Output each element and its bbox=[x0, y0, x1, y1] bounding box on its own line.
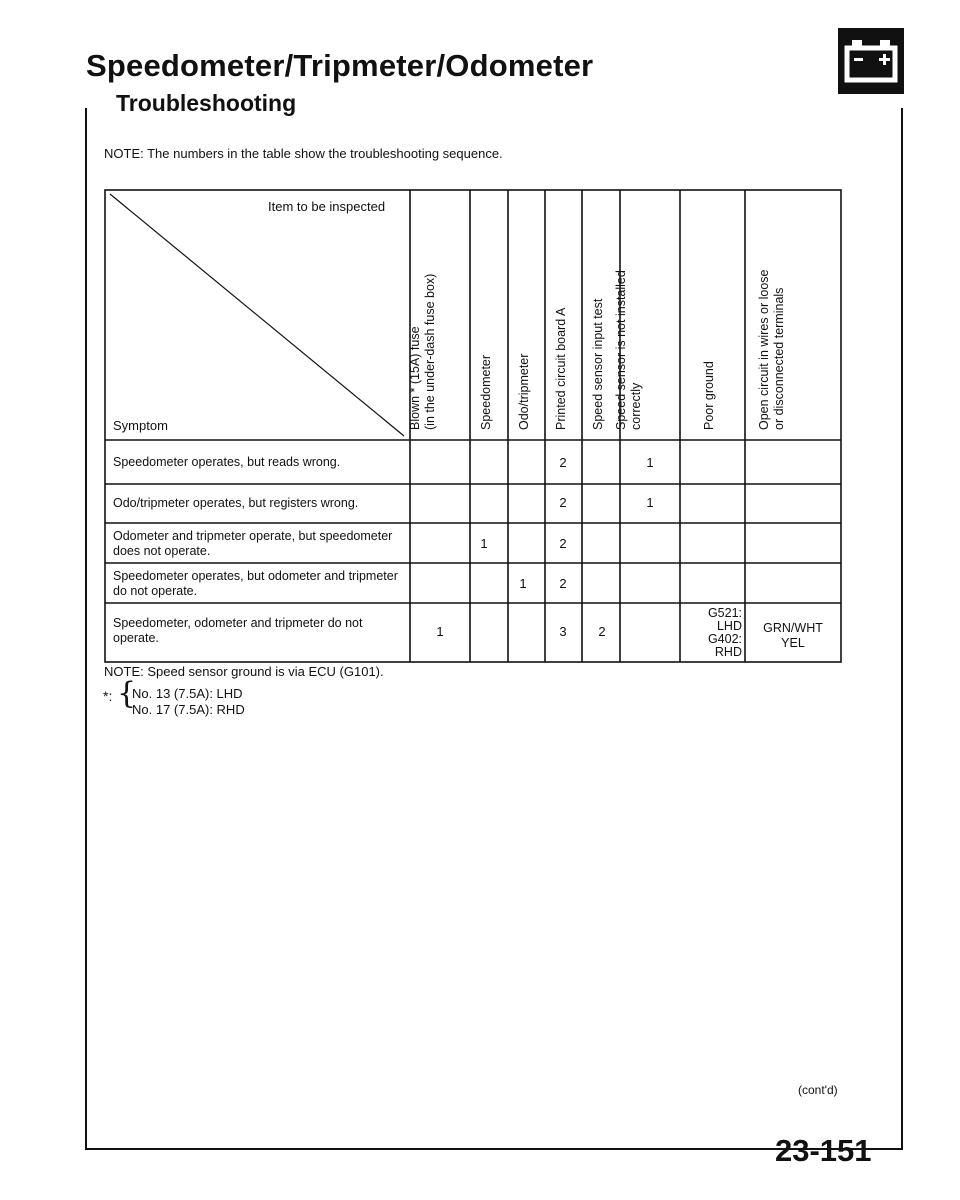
footnote-lhd: No. 13 (7.5A): LHD bbox=[132, 686, 243, 701]
cell-r5-wire-colors: GRN/WHT YEL bbox=[763, 621, 823, 650]
cell-r5-ground-points: G521: LHD G402: RHD bbox=[707, 606, 742, 659]
corner-item-label: Item to be inspected bbox=[268, 199, 386, 214]
cell-r3-speedometer: 1 bbox=[480, 536, 488, 551]
cell-r5-speed-sensor-test: 2 bbox=[598, 624, 606, 639]
corner-symptom-label: Symptom bbox=[113, 418, 168, 433]
continued-label: (cont'd) bbox=[798, 1083, 838, 1097]
cell-r2-sensor-installed: 1 bbox=[646, 495, 654, 510]
column-header-speedometer: Speedometer bbox=[479, 354, 493, 430]
cell-r2-pcb: 2 bbox=[559, 495, 567, 510]
cell-r4-pcb: 2 bbox=[559, 576, 567, 591]
column-header-speed-sensor-test: Speed sensor input test bbox=[591, 298, 605, 430]
section-title: Troubleshooting bbox=[108, 90, 304, 117]
footnote-rhd: No. 17 (7.5A): RHD bbox=[132, 702, 245, 717]
footnote-marker: *: bbox=[103, 688, 113, 704]
note-ground: NOTE: Speed sensor ground is via ECU (G101). bbox=[104, 664, 384, 679]
cell-r3-pcb: 2 bbox=[559, 536, 567, 551]
column-header-odo-tripmeter: Odo/tripmeter bbox=[517, 353, 531, 430]
page-number: 23-151 bbox=[775, 1133, 872, 1168]
column-header-poor-ground: Poor ground bbox=[702, 361, 716, 430]
column-header-fuse: Blown * (15A) fuse (in the under-dash fuse box) bbox=[408, 273, 437, 430]
brace-icon: { bbox=[117, 676, 137, 711]
symptom-row-5: Speedometer, odometer and tripmeter do not operate. bbox=[113, 616, 363, 645]
cell-r1-sensor-installed: 1 bbox=[646, 455, 654, 470]
page-title: Speedometer/Tripmeter/Odometer bbox=[86, 48, 594, 83]
cell-r5-fuse: 1 bbox=[436, 624, 444, 639]
column-header-printed-circuit-board: Printed circuit board A bbox=[554, 307, 568, 430]
cell-r1-pcb: 2 bbox=[559, 455, 567, 470]
battery-icon bbox=[838, 28, 904, 94]
cell-r4-odo-tripmeter: 1 bbox=[519, 576, 527, 591]
note-sequence: NOTE: The numbers in the table show the troubleshooting sequence. bbox=[104, 146, 503, 161]
symptom-row-1: Speedometer operates, but reads wrong. bbox=[113, 455, 341, 469]
symptom-row-3: Odometer and tripmeter operate, but speedometer does not operate. bbox=[113, 529, 393, 558]
symptom-row-2: Odo/tripmeter operates, but registers wrong. bbox=[113, 496, 359, 510]
column-header-speed-sensor-installed: Speed sensor is not installed correctly bbox=[614, 270, 643, 430]
column-header-open-circuit: Open circuit in wires or loose or disconnected terminals bbox=[757, 269, 786, 430]
symptom-row-4: Speedometer operates, but odometer and tripmeter do not operate. bbox=[113, 569, 398, 598]
cell-r5-pcb: 3 bbox=[559, 624, 567, 639]
